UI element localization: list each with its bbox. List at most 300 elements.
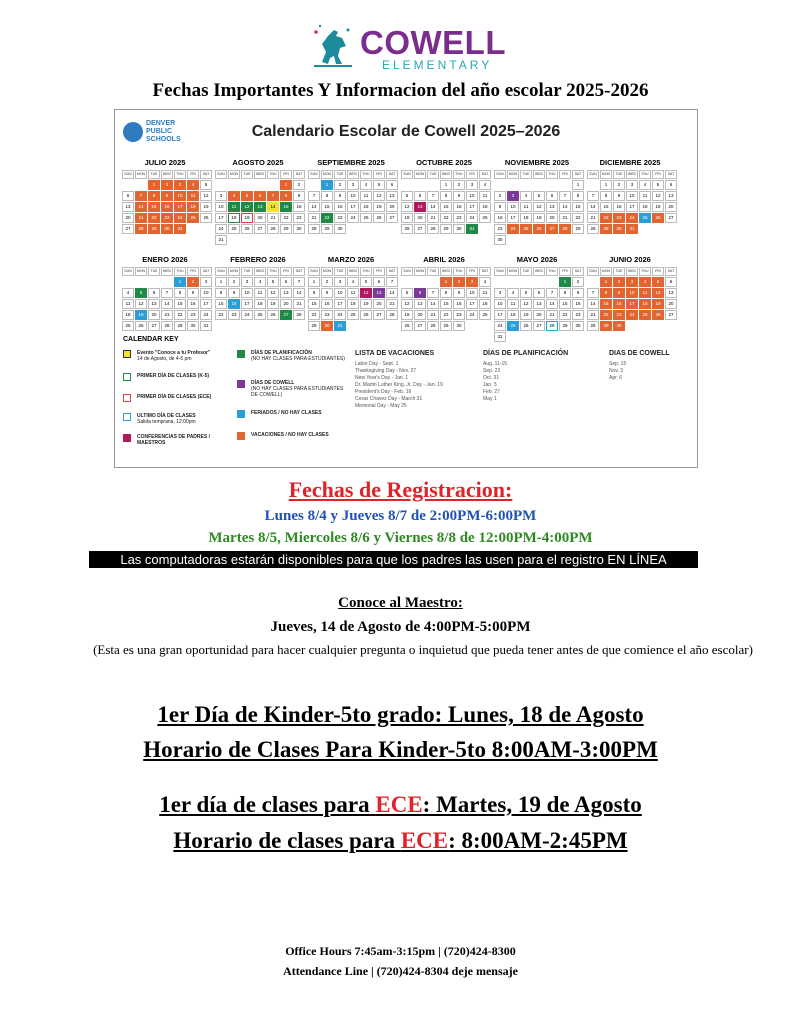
month-grid xyxy=(122,170,208,234)
day-cell: 12 xyxy=(360,288,372,298)
day-cell: 12 xyxy=(652,191,664,201)
month-grid xyxy=(401,267,487,331)
month-name: ABRIL 2026 xyxy=(423,255,465,264)
weekday-header: MON xyxy=(321,170,333,179)
day-cell: 4 xyxy=(507,288,519,298)
month-name: JUNIO 2026 xyxy=(609,255,651,264)
weekday-header: MON xyxy=(414,170,426,179)
month-grid xyxy=(401,170,487,234)
month-name: FEBRERO 2026 xyxy=(230,255,286,264)
day-cell: 11 xyxy=(347,288,359,298)
day-cell: 3 xyxy=(494,288,506,298)
empty-day xyxy=(427,180,439,190)
month-name: ENERO 2026 xyxy=(142,255,188,264)
empty-day xyxy=(427,277,439,287)
day-cell: 18 xyxy=(479,299,491,309)
month-name: DICIEMBRE 2025 xyxy=(599,158,661,167)
day-cell: 21 xyxy=(135,213,147,223)
key-sublabel: (NO HAY CLASES PARA ESTUDIANTES DE COWELL) xyxy=(251,386,344,398)
month-3 xyxy=(401,158,487,234)
day-cell: 25 xyxy=(228,224,240,234)
month-name: JULIO 2025 xyxy=(144,158,186,167)
day-cell: 31 xyxy=(215,235,227,245)
list-item: Cesar Chavez Day - March 31 xyxy=(355,396,423,402)
key-swatch xyxy=(123,350,131,358)
list-item: Memorial Day - May 25 xyxy=(355,403,407,409)
day-cell: 28 xyxy=(427,321,439,331)
day-cell: 17 xyxy=(494,310,506,320)
day-cell: 1 xyxy=(308,277,320,287)
day-cell: 16 xyxy=(494,213,506,223)
empty-day xyxy=(122,180,134,190)
day-cell: 26 xyxy=(135,321,147,331)
weekday-header: MON xyxy=(228,267,240,276)
day-cell: 22 xyxy=(174,310,186,320)
day-cell: 24 xyxy=(241,310,253,320)
day-cell: 15 xyxy=(440,299,452,309)
page-title: Fechas Importantes Y Informacion del año escolar 2025-2026 xyxy=(152,80,649,101)
weekday-header: WED xyxy=(161,267,173,276)
day-cell: 17 xyxy=(215,213,227,223)
day-cell: 9 xyxy=(613,191,625,201)
weekday-header: SAT xyxy=(572,170,584,179)
empty-day xyxy=(546,277,558,287)
day-cell: 23 xyxy=(453,310,465,320)
day-cell: 25 xyxy=(254,310,266,320)
day-cell: 26 xyxy=(241,224,253,234)
day-cell: 10 xyxy=(626,288,638,298)
list-item: Sep. 22 xyxy=(483,368,501,374)
day-cell: 28 xyxy=(267,224,279,234)
key-sublabel: Salida temprana, 12:00pm xyxy=(137,419,196,425)
day-cell: 19 xyxy=(135,310,147,320)
weekday-header: SUN xyxy=(401,170,413,179)
day-cell: 28 xyxy=(308,224,320,234)
list-item: Feb. 27 xyxy=(483,389,500,395)
day-cell: 30 xyxy=(453,321,465,331)
list-item: May 1 xyxy=(483,396,497,402)
day-cell: 5 xyxy=(373,180,385,190)
day-cell: 10 xyxy=(200,288,212,298)
weekday-header: THU xyxy=(174,267,186,276)
day-cell: 6 xyxy=(546,191,558,201)
day-cell: 27 xyxy=(280,310,292,320)
day-cell: 26 xyxy=(520,321,532,331)
day-cell: 9 xyxy=(453,191,465,201)
day-cell: 20 xyxy=(665,299,677,309)
day-cell: 11 xyxy=(360,191,372,201)
day-cell: 15 xyxy=(308,299,320,309)
day-cell: 26 xyxy=(401,321,413,331)
day-cell: 9 xyxy=(161,191,173,201)
day-cell: 30 xyxy=(453,224,465,234)
day-cell: 20 xyxy=(414,310,426,320)
day-cell: 30 xyxy=(613,321,625,331)
day-cell: 12 xyxy=(267,288,279,298)
day-cell: 5 xyxy=(200,180,212,190)
day-cell: 15 xyxy=(280,202,292,212)
day-cell: 7 xyxy=(293,277,305,287)
day-cell: 19 xyxy=(533,213,545,223)
day-cell: 5 xyxy=(241,191,253,201)
weekday-header: TUE xyxy=(148,170,160,179)
weekday-header: WED xyxy=(626,267,638,276)
empty-day xyxy=(308,180,320,190)
weekday-header: TUE xyxy=(520,170,532,179)
day-cell: 7 xyxy=(587,191,599,201)
day-cell: 30 xyxy=(187,321,199,331)
day-cell: 19 xyxy=(652,299,664,309)
day-cell: 29 xyxy=(600,224,612,234)
key-swatch xyxy=(237,432,245,440)
day-cell: 14 xyxy=(135,202,147,212)
day-cell: 13 xyxy=(546,202,558,212)
day-cell: 21 xyxy=(427,213,439,223)
day-cell: 30 xyxy=(613,224,625,234)
day-cell: 25 xyxy=(479,213,491,223)
day-cell: 10 xyxy=(466,288,478,298)
day-cell: 10 xyxy=(215,202,227,212)
day-cell: 23 xyxy=(453,213,465,223)
day-cell: 12 xyxy=(533,202,545,212)
cowell-days-title: DIAS DE COWELL xyxy=(609,350,670,357)
day-cell: 25 xyxy=(520,224,532,234)
day-cell: 31 xyxy=(174,224,186,234)
weekday-header: SAT xyxy=(200,170,212,179)
empty-day xyxy=(546,180,558,190)
day-cell: 7 xyxy=(546,288,558,298)
day-cell: 18 xyxy=(639,202,651,212)
day-cell: 12 xyxy=(652,288,664,298)
day-cell: 9 xyxy=(453,288,465,298)
weekday-header: SUN xyxy=(122,267,134,276)
day-cell: 17 xyxy=(466,202,478,212)
day-cell: 20 xyxy=(386,202,398,212)
empty-day xyxy=(494,180,506,190)
day-cell: 22 xyxy=(572,213,584,223)
day-cell: 7 xyxy=(427,288,439,298)
day-cell: 23 xyxy=(613,213,625,223)
day-cell: 31 xyxy=(494,332,506,342)
weekday-header: SAT xyxy=(572,267,584,276)
kinder-schedule: Horario de Clases Para Kinder-5to 8:00AM-3:00PM xyxy=(143,737,658,762)
day-cell: 26 xyxy=(533,224,545,234)
day-cell: 15 xyxy=(174,299,186,309)
day-cell: 23 xyxy=(228,310,240,320)
day-cell: 11 xyxy=(479,288,491,298)
day-cell: 4 xyxy=(187,180,199,190)
day-cell: 22 xyxy=(600,310,612,320)
weekday-header: SUN xyxy=(308,267,320,276)
day-cell: 19 xyxy=(373,202,385,212)
calendar-key-title: CALENDAR KEY xyxy=(123,336,179,343)
day-cell: 21 xyxy=(267,213,279,223)
ece-schedule-prefix: Horario de clases para xyxy=(173,828,401,853)
key-label: FERIADOS / NO HAY CLASES xyxy=(251,410,322,416)
day-cell: 11 xyxy=(479,191,491,201)
planning-days-title: DÍAS DE PLANIFICACIÓN xyxy=(483,350,569,357)
day-cell: 6 xyxy=(386,180,398,190)
day-cell: 13 xyxy=(414,202,426,212)
day-cell: 28 xyxy=(386,310,398,320)
day-cell: 3 xyxy=(200,277,212,287)
day-cell: 10 xyxy=(241,288,253,298)
weekday-header: THU xyxy=(546,170,558,179)
day-cell: 5 xyxy=(135,288,147,298)
empty-day xyxy=(494,277,506,287)
weekday-header: SUN xyxy=(494,170,506,179)
day-cell: 4 xyxy=(122,288,134,298)
empty-day xyxy=(267,180,279,190)
day-cell: 7 xyxy=(587,288,599,298)
calendar-title: Calendario Escolar de Cowell 2025–2026 xyxy=(251,123,561,140)
month-name: SEPTIEMBRE 2025 xyxy=(317,158,385,167)
day-cell: 20 xyxy=(122,213,134,223)
day-cell: 18 xyxy=(187,202,199,212)
day-cell: 23 xyxy=(613,310,625,320)
list-item: Labor Day - Sept. 1 xyxy=(355,361,399,367)
day-cell: 29 xyxy=(280,224,292,234)
day-cell: 14 xyxy=(587,299,599,309)
weekday-header: SUN xyxy=(587,170,599,179)
day-cell: 9 xyxy=(334,191,346,201)
day-cell: 12 xyxy=(200,191,212,201)
day-cell: 19 xyxy=(520,310,532,320)
day-cell: 6 xyxy=(122,191,134,201)
day-cell: 8 xyxy=(321,191,333,201)
day-cell: 8 xyxy=(440,191,452,201)
day-cell: 27 xyxy=(386,213,398,223)
day-cell: 5 xyxy=(267,277,279,287)
day-cell: 5 xyxy=(652,277,664,287)
day-cell: 24 xyxy=(347,213,359,223)
weekday-header: WED xyxy=(347,267,359,276)
day-cell: 3 xyxy=(174,180,186,190)
day-cell: 4 xyxy=(360,180,372,190)
month-grid xyxy=(122,267,208,331)
day-cell: 20 xyxy=(280,299,292,309)
weekday-header: WED xyxy=(626,170,638,179)
day-cell: 31 xyxy=(200,321,212,331)
day-cell: 3 xyxy=(334,277,346,287)
day-cell: 16 xyxy=(334,202,346,212)
day-cell: 18 xyxy=(347,299,359,309)
day-cell: 24 xyxy=(494,321,506,331)
day-cell: 22 xyxy=(440,213,452,223)
day-cell: 25 xyxy=(347,310,359,320)
day-cell: 29 xyxy=(321,224,333,234)
month-grid xyxy=(587,170,673,234)
empty-day xyxy=(161,277,173,287)
weekday-header: THU xyxy=(267,267,279,276)
key-swatch xyxy=(123,413,131,421)
day-cell: 5 xyxy=(360,277,372,287)
day-cell: 11 xyxy=(639,288,651,298)
weekday-header: TUE xyxy=(241,170,253,179)
day-cell: 10 xyxy=(507,202,519,212)
day-cell: 1 xyxy=(440,180,452,190)
day-cell: 16 xyxy=(187,299,199,309)
day-cell: 16 xyxy=(321,299,333,309)
day-cell: 17 xyxy=(241,299,253,309)
day-cell: 14 xyxy=(427,202,439,212)
day-cell: 6 xyxy=(373,277,385,287)
day-cell: 1 xyxy=(174,277,186,287)
day-cell: 21 xyxy=(293,299,305,309)
empty-day xyxy=(520,180,532,190)
weekday-header: MON xyxy=(600,170,612,179)
day-cell: 21 xyxy=(587,310,599,320)
day-cell: 4 xyxy=(254,277,266,287)
empty-day xyxy=(587,180,599,190)
list-item: Nov. 3 xyxy=(609,368,624,374)
vacation-list-title: LISTA DE VACACIONES xyxy=(355,350,435,357)
key-sublabel: 14 de Agosto, de 4-5 pm xyxy=(137,356,192,362)
day-cell: 13 xyxy=(665,191,677,201)
weekday-header: SAT xyxy=(386,170,398,179)
day-cell: 18 xyxy=(639,299,651,309)
day-cell: 15 xyxy=(600,202,612,212)
empty-day xyxy=(241,180,253,190)
day-cell: 20 xyxy=(665,202,677,212)
weekday-header: SAT xyxy=(386,267,398,276)
empty-day xyxy=(122,277,134,287)
dps-line: SCHOOLS xyxy=(146,136,181,143)
day-cell: 27 xyxy=(533,321,545,331)
weekday-header: FRI xyxy=(187,267,199,276)
day-cell: 21 xyxy=(559,213,571,223)
day-cell: 10 xyxy=(347,191,359,201)
weekday-header: TUE xyxy=(427,267,439,276)
month-5 xyxy=(587,158,673,234)
list-item: Dr. Martin Luther King, Jr. Day - Jan. 19 xyxy=(355,382,443,388)
weekday-header: FRI xyxy=(466,170,478,179)
day-cell: 14 xyxy=(308,202,320,212)
day-cell: 6 xyxy=(533,288,545,298)
weekday-header: FRI xyxy=(280,170,292,179)
day-cell: 8 xyxy=(148,191,160,201)
day-cell: 8 xyxy=(572,191,584,201)
day-cell: 15 xyxy=(321,202,333,212)
day-cell: 13 xyxy=(122,202,134,212)
day-cell: 28 xyxy=(293,310,305,320)
ece-first-suffix: : Martes, 19 de Agosto xyxy=(422,792,642,817)
key-swatch xyxy=(123,373,131,381)
meet-teacher-note: (Esta es una gran oportunidad para hacer cualquier pregunta o inquietud que pueda tener antes de que comience el año escolar) xyxy=(93,642,753,657)
ece-first-prefix: 1er día de clases para xyxy=(159,792,376,817)
weekday-header: THU xyxy=(546,267,558,276)
day-cell: 7 xyxy=(161,288,173,298)
attendance-line: Attendance Line | (720)424-8304 deje mensaje xyxy=(283,964,518,978)
day-cell: 4 xyxy=(347,277,359,287)
empty-day xyxy=(559,180,571,190)
day-cell: 24 xyxy=(215,224,227,234)
day-cell: 15 xyxy=(572,202,584,212)
key-label: VACACIONES / NO HAY CLASES xyxy=(251,432,329,438)
day-cell: 29 xyxy=(600,321,612,331)
day-cell: 2 xyxy=(613,277,625,287)
day-cell: 21 xyxy=(546,310,558,320)
weekday-header: MON xyxy=(321,267,333,276)
day-cell: 13 xyxy=(148,299,160,309)
day-cell: 27 xyxy=(665,213,677,223)
day-cell: 24 xyxy=(507,224,519,234)
day-cell: 29 xyxy=(572,224,584,234)
day-cell: 9 xyxy=(228,288,240,298)
ece-first-day xyxy=(0,792,801,818)
day-cell: 19 xyxy=(360,299,372,309)
day-cell: 15 xyxy=(215,299,227,309)
day-cell: 30 xyxy=(494,235,506,245)
day-cell: 15 xyxy=(440,202,452,212)
weekday-header: MON xyxy=(507,170,519,179)
month-name: MAYO 2026 xyxy=(516,255,558,264)
day-cell: 13 xyxy=(414,299,426,309)
day-cell: 3 xyxy=(241,277,253,287)
month-0 xyxy=(122,158,208,234)
day-cell: 2 xyxy=(293,180,305,190)
weekday-header: SUN xyxy=(401,267,413,276)
month-11 xyxy=(587,255,673,331)
day-cell: 4 xyxy=(639,277,651,287)
day-cell: 11 xyxy=(122,299,134,309)
weekday-header: SUN xyxy=(122,170,134,179)
day-cell: 2 xyxy=(613,180,625,190)
day-cell: 6 xyxy=(414,288,426,298)
day-cell: 9 xyxy=(293,191,305,201)
day-cell: 11 xyxy=(228,202,240,212)
day-cell: 2 xyxy=(334,180,346,190)
day-cell: 9 xyxy=(187,288,199,298)
day-cell: 2 xyxy=(228,277,240,287)
day-cell: 5 xyxy=(401,191,413,201)
day-cell: 18 xyxy=(254,299,266,309)
day-cell: 12 xyxy=(373,191,385,201)
day-cell: 30 xyxy=(293,224,305,234)
day-cell: 11 xyxy=(520,202,532,212)
planning-days-list xyxy=(483,361,507,403)
day-cell: 17 xyxy=(507,213,519,223)
day-cell: 1 xyxy=(572,180,584,190)
day-cell: 28 xyxy=(135,224,147,234)
day-cell: 26 xyxy=(360,310,372,320)
day-cell: 8 xyxy=(280,191,292,201)
weekday-header: MON xyxy=(414,267,426,276)
empty-day xyxy=(587,277,599,287)
day-cell: 24 xyxy=(466,310,478,320)
day-cell: 18 xyxy=(479,202,491,212)
weekday-header: TUE xyxy=(427,170,439,179)
empty-day xyxy=(414,180,426,190)
day-cell: 21 xyxy=(161,310,173,320)
key-label: Evento "Conoce a tu Profesor" xyxy=(137,350,211,356)
day-cell: 2 xyxy=(187,277,199,287)
day-cell: 21 xyxy=(427,310,439,320)
day-cell: 3 xyxy=(626,180,638,190)
empty-day xyxy=(254,180,266,190)
day-cell: 19 xyxy=(200,202,212,212)
day-cell: 26 xyxy=(652,310,664,320)
cowell-logo xyxy=(300,22,520,74)
month-10 xyxy=(494,255,580,342)
day-cell: 22 xyxy=(148,213,160,223)
weekday-header: MON xyxy=(228,170,240,179)
day-cell: 1 xyxy=(600,180,612,190)
dps-line: DENVER xyxy=(146,120,176,127)
weekday-header: FRI xyxy=(652,170,664,179)
day-cell: 10 xyxy=(466,191,478,201)
empty-day xyxy=(507,277,519,287)
